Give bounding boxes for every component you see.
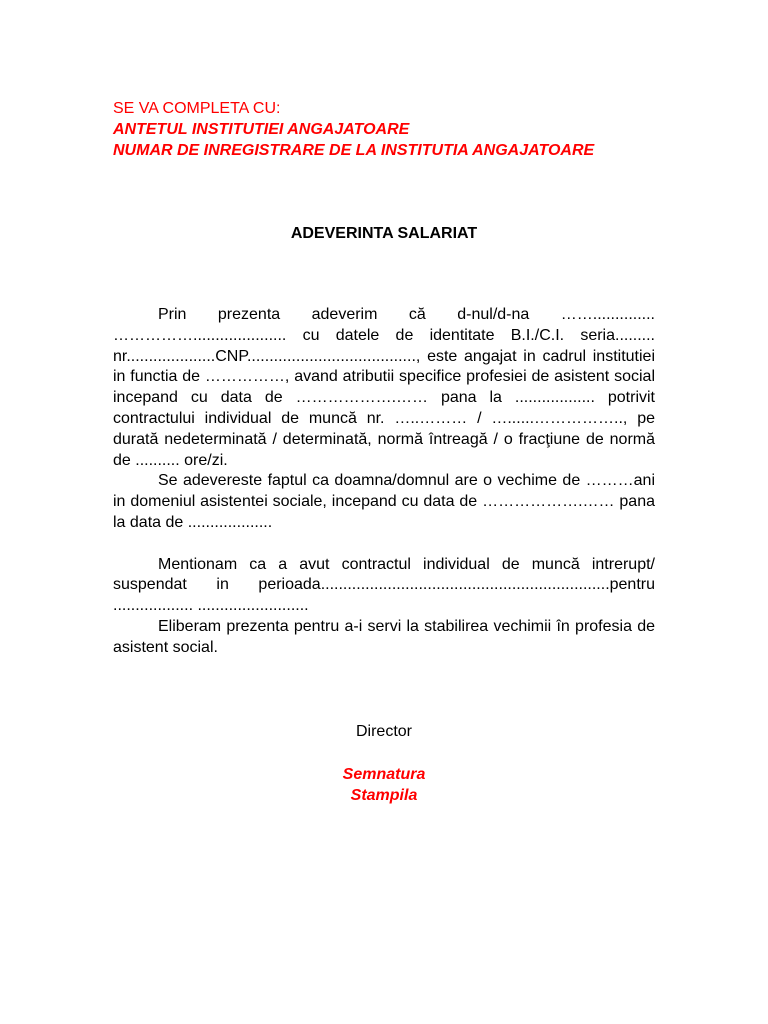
suspension-paragraph: Mentionam ca a avut contractul individual de muncă intrerupt/ suspendat in perioada.................................................................pentru .................. .........................: [113, 555, 655, 615]
instruction-employer-letterhead: ANTETUL INSTITUTIEI ANGAJATOARE: [113, 121, 410, 138]
signature-label: Semnatura: [342, 766, 426, 783]
paragraph-spacer: [113, 534, 655, 555]
signature-block: [0, 764, 768, 806]
instruction-registration-number: NUMAR DE INREGISTRARE DE LA INSTITUTIA ANGAJATOARE: [113, 142, 595, 159]
instruction-intro: SE VA COMPLETA CU:: [113, 100, 281, 117]
director-label: Director: [355, 723, 412, 740]
document-body: [113, 305, 655, 659]
purpose-paragraph: Eliberam prezenta pentru a-i servi la stabilirea vechimii în profesia de asistent social.: [113, 617, 655, 656]
document-title: ADEVERINTA SALARIAT: [290, 225, 478, 242]
completion-instructions: [113, 98, 713, 161]
employment-paragraph: Prin prezenta adeverim că d-nul/d-na …….............. ……………..................... cu datele de identitate B.I./C.I. seria......... nr....................CNP......................................, este angajat in cadrul institutiei in functia de ……………, avand atributii specifice profesiei de asistent social incepand cu data de ……………….…… pana la .................. potrivit contractului individual de muncă nr. …..……… / …......…………….., pe durată nedeterminată / determinată, normă întreagă / o fracţiune de normă de .......... ore/zi.: [113, 306, 655, 469]
seniority-paragraph: Se adevereste faptul ca doamna/domnul are o vechime de ………ani in domeniul asistentei sociale, incepand cu data de ……………….…… pana la data de ...................: [113, 472, 655, 531]
stamp-label: Stampila: [350, 787, 418, 804]
